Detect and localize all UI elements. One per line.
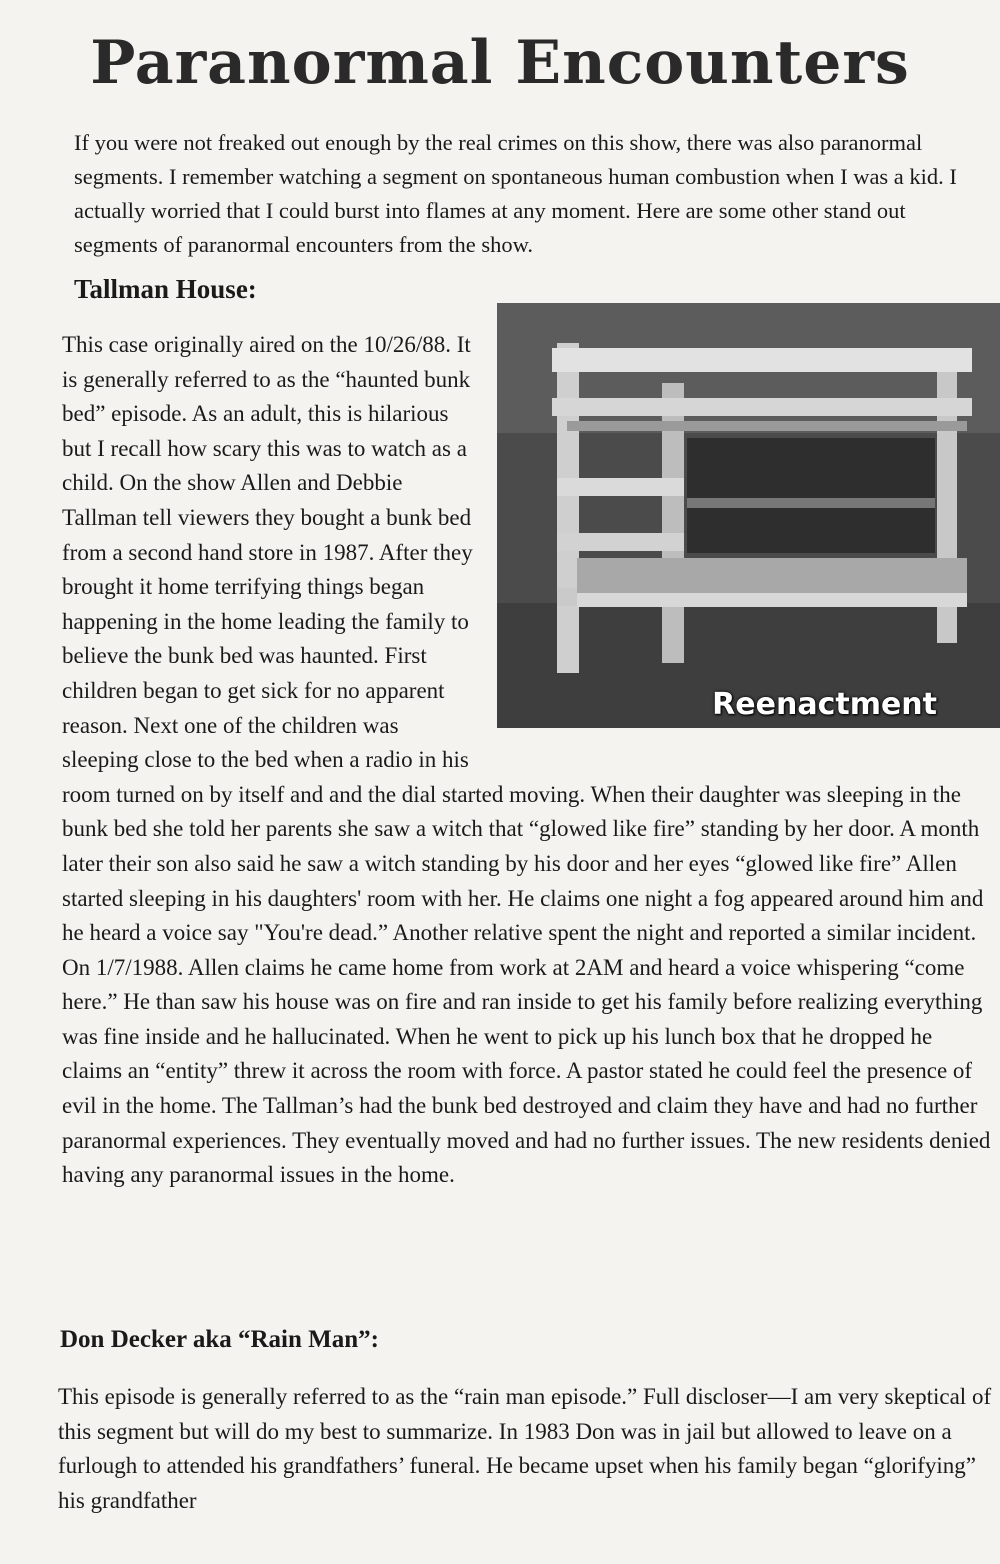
don-decker-paragraph: This episode is generally referred to as the “rain man episode.” Full discloser—I am very skeptical of this segment but will do my best to summarize. In 1983 Don was in jail but allowed to leave on a furlough to attended his grandfathers’ funeral. He became upset when his family began “glorifying” his grandfather [58,1384,992,1513]
image-wrap-space [479,328,994,746]
section-heading-tallman-house: Tallman House: [74,274,257,304]
tallman-house-text [62,328,994,1193]
image-caption: Reenactment [712,687,937,722]
tallman-house-paragraph: This case originally aired on the 10/26/88. It is generally referred to as the “haunted bunk bed” episode. As an adult, this is hilarious but I recall how scary this was to watch as a child. On the show Allen and Debbie Tallman tell viewers they bought a bunk bed from a second hand store in 1987. After they brought it home terrifying things began happening in the home leading the family to believe the bunk bed was haunted. First children began to get sick for no apparent reason. Next one of the children was sleeping close to the bed when a radio in his room turned on by itself and and the dial started moving. When their daughter was sleeping in the bunk bed she told her parents she saw a witch that “glowed like fire” standing by her door. A month later their son also said he saw a witch standing by his door and her eyes “glowed like fire” Allen started sleeping in his daughters' room with her. He claims one night a fog appeared around him and he heard a voice say "You're dead.” Another relative spent the night and reported a similar incident. On 1/7/1988. Allen claims he came home from work at 2AM and heard a voice whispering “come here.” He than saw his house was on fire and ran inside to get his family before realizing everything was fine inside and he hallucinated. When he went to pick up his lunch box that he dropped he claims an “entity” threw it across the room with force. A pastor stated he could feel the presence of evil in the home. The Tallman’s had the bunk bed destroyed and claim they have and had no further paranormal experiences. They eventually moved and had no further issues. The new residents denied having any paranormal issues in the home. [62,332,991,1188]
section-heading-don-decker: Don Decker aka “Rain Man”: [60,1326,379,1353]
intro-paragraph: If you were not freaked out enough by the real crimes on this show, there was also paranormal segments. I remember watching a segment on spontaneous human combustion when I was a kid. I actually worried that I could burst into flames at any moment. Here are some other stand out segments of paranormal encounters from the show. [74,130,957,257]
page-title: Paranormal Encounters [90,28,910,98]
